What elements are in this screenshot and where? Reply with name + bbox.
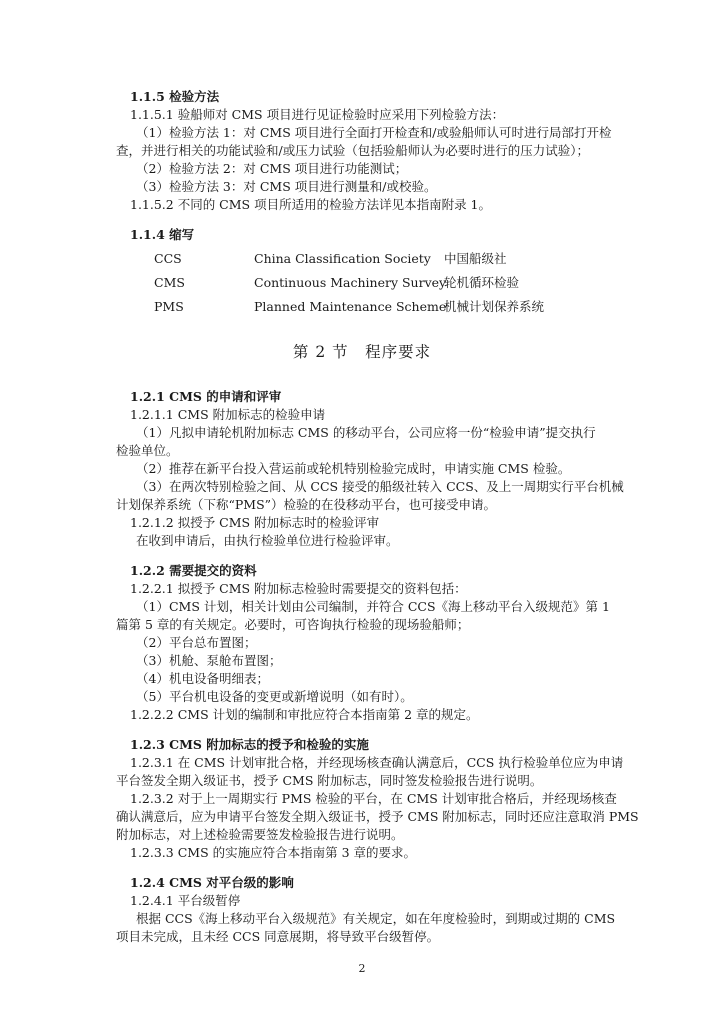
abbreviation-english: Continuous Machinery Survey xyxy=(254,275,447,290)
paragraph: 1.2.2.1 拟授予 CMS 附加标志检验时需要提交的资料包括： xyxy=(130,581,467,596)
heading-1-2-1: 1.2.1 CMS 的申请和评审 xyxy=(130,389,282,404)
paragraph: 1.2.3.3 CMS 的实施应符合本指南第 3 章的要求。 xyxy=(130,845,417,860)
paragraph: 根据 CCS《海上移动平台入级规范》有关规定，如在年度检验时，到期或过期的 CMS xyxy=(136,911,616,926)
paragraph: 1.2.4.1 平台级暂停 xyxy=(130,893,241,908)
paragraph: 1.2.1.2 拟授予 CMS 附加标志时的检验评审 xyxy=(130,515,380,530)
paragraph: 1.1.5.2 不同的 CMS 项目所适用的检验方法详见本指南附录 1。 xyxy=(130,197,492,212)
abbreviation-english: China Classification Society xyxy=(254,251,431,266)
paragraph: （1）凡拟申请轮机附加标志 CMS 的移动平台，公司应将一份“检验申请”提交执行 xyxy=(136,425,596,440)
abbreviation-chinese: 中国船级社 xyxy=(444,251,507,266)
paragraph: 计划保养系统（下称“PMS”）检验的在役移动平台，也可接受申请。 xyxy=(116,497,497,512)
paragraph: （2）推荐在新平台投入营运前或轮机特别检验完成时，申请实施 CMS 检验。 xyxy=(136,461,571,476)
heading-1-2-4: 1.2.4 CMS 对平台级的影响 xyxy=(130,875,294,890)
paragraph: （2）平台总布置图； xyxy=(136,635,257,650)
paragraph: （1）CMS 计划，相关计划由公司编制，并符合 CCS《海上移动平台入级规范》第 1 xyxy=(136,599,610,614)
abbreviation-chinese: 机械计划保养系统 xyxy=(444,299,545,314)
paragraph: 1.1.5.1 验船师对 CMS 项目进行见证检验时应采用下列检验方法： xyxy=(130,107,505,122)
paragraph: （4）机电设备明细表； xyxy=(136,671,269,686)
paragraph: 检验单位。 xyxy=(116,443,179,458)
paragraph: 附加标志，对上述检验需要签发检验报告进行说明。 xyxy=(116,827,404,842)
paragraph: 查，并进行相关的功能试验和/或压力试验（包括验船师认为必要时进行的压力试验）； xyxy=(116,143,589,158)
heading-1-2-2: 1.2.2 需要提交的资料 xyxy=(130,563,257,578)
paragraph: 篇第 5 章的有关规定。必要时，可咨询执行检验的现场验船师； xyxy=(116,617,470,632)
abbreviation-english: Planned Maintenance Scheme xyxy=(254,299,447,314)
heading-1-1-4: 1.1.4 缩写 xyxy=(130,227,195,242)
paragraph: （2）检验方法 2：对 CMS 项目进行功能测试； xyxy=(136,161,408,176)
paragraph: 1.2.3.1 在 CMS 计划审批合格，并经现场核查确认满意后，CCS 执行检验单位应为申请 xyxy=(130,755,624,770)
paragraph: 1.2.1.1 CMS 附加标志的检验申请 xyxy=(130,407,326,422)
heading-1-1-5: 1.1.5 检验方法 xyxy=(130,89,220,104)
abbreviation: CMS xyxy=(154,275,185,290)
paragraph: （5）平台机电设备的变更或新增说明（如有时）。 xyxy=(136,689,413,704)
paragraph: （3）检验方法 3：对 CMS 项目进行测量和/或校验。 xyxy=(136,179,437,194)
page-number: 2 xyxy=(358,962,366,975)
paragraph: 1.2.3.2 对于上一周期实行 PMS 检验的平台，在 CMS 计划审批合格后，并经现场核查 xyxy=(130,791,617,806)
paragraph: 平台签发全期入级证书，授予 CMS 附加标志，同时签发检验报告进行说明。 xyxy=(116,773,543,788)
paragraph: 项目未完成，且未经 CCS 同意展期，将导致平台级暂停。 xyxy=(116,929,440,944)
section-title: 第 2 节 程序要求 xyxy=(292,343,432,361)
paragraph: 在收到申请后，由执行检验单位进行检验评审。 xyxy=(136,533,399,548)
heading-1-2-3: 1.2.3 CMS 附加标志的授予和检验的实施 xyxy=(130,737,369,752)
paragraph: （3）在两次特别检验之间、从 CCS 接受的船级社转入 CCS、及上一周期实行平台机械 xyxy=(136,479,624,494)
paragraph: 1.2.2.2 CMS 计划的编制和审批应符合本指南第 2 章的规定。 xyxy=(130,707,479,722)
abbreviation-chinese: 轮机循环检验 xyxy=(444,275,520,290)
paragraph: （3）机舱、泵舱布置图； xyxy=(136,653,282,668)
paragraph: （1）检验方法 1：对 CMS 项目进行全面打开检查和/或验船师认可时进行局部打开检 xyxy=(136,125,612,140)
abbreviation: CCS xyxy=(154,251,182,266)
paragraph: 确认满意后，应为申请平台签发全期入级证书，授予 CMS 附加标志，同时还应注意取消 PMS xyxy=(116,809,639,824)
abbreviation: PMS xyxy=(154,299,184,314)
